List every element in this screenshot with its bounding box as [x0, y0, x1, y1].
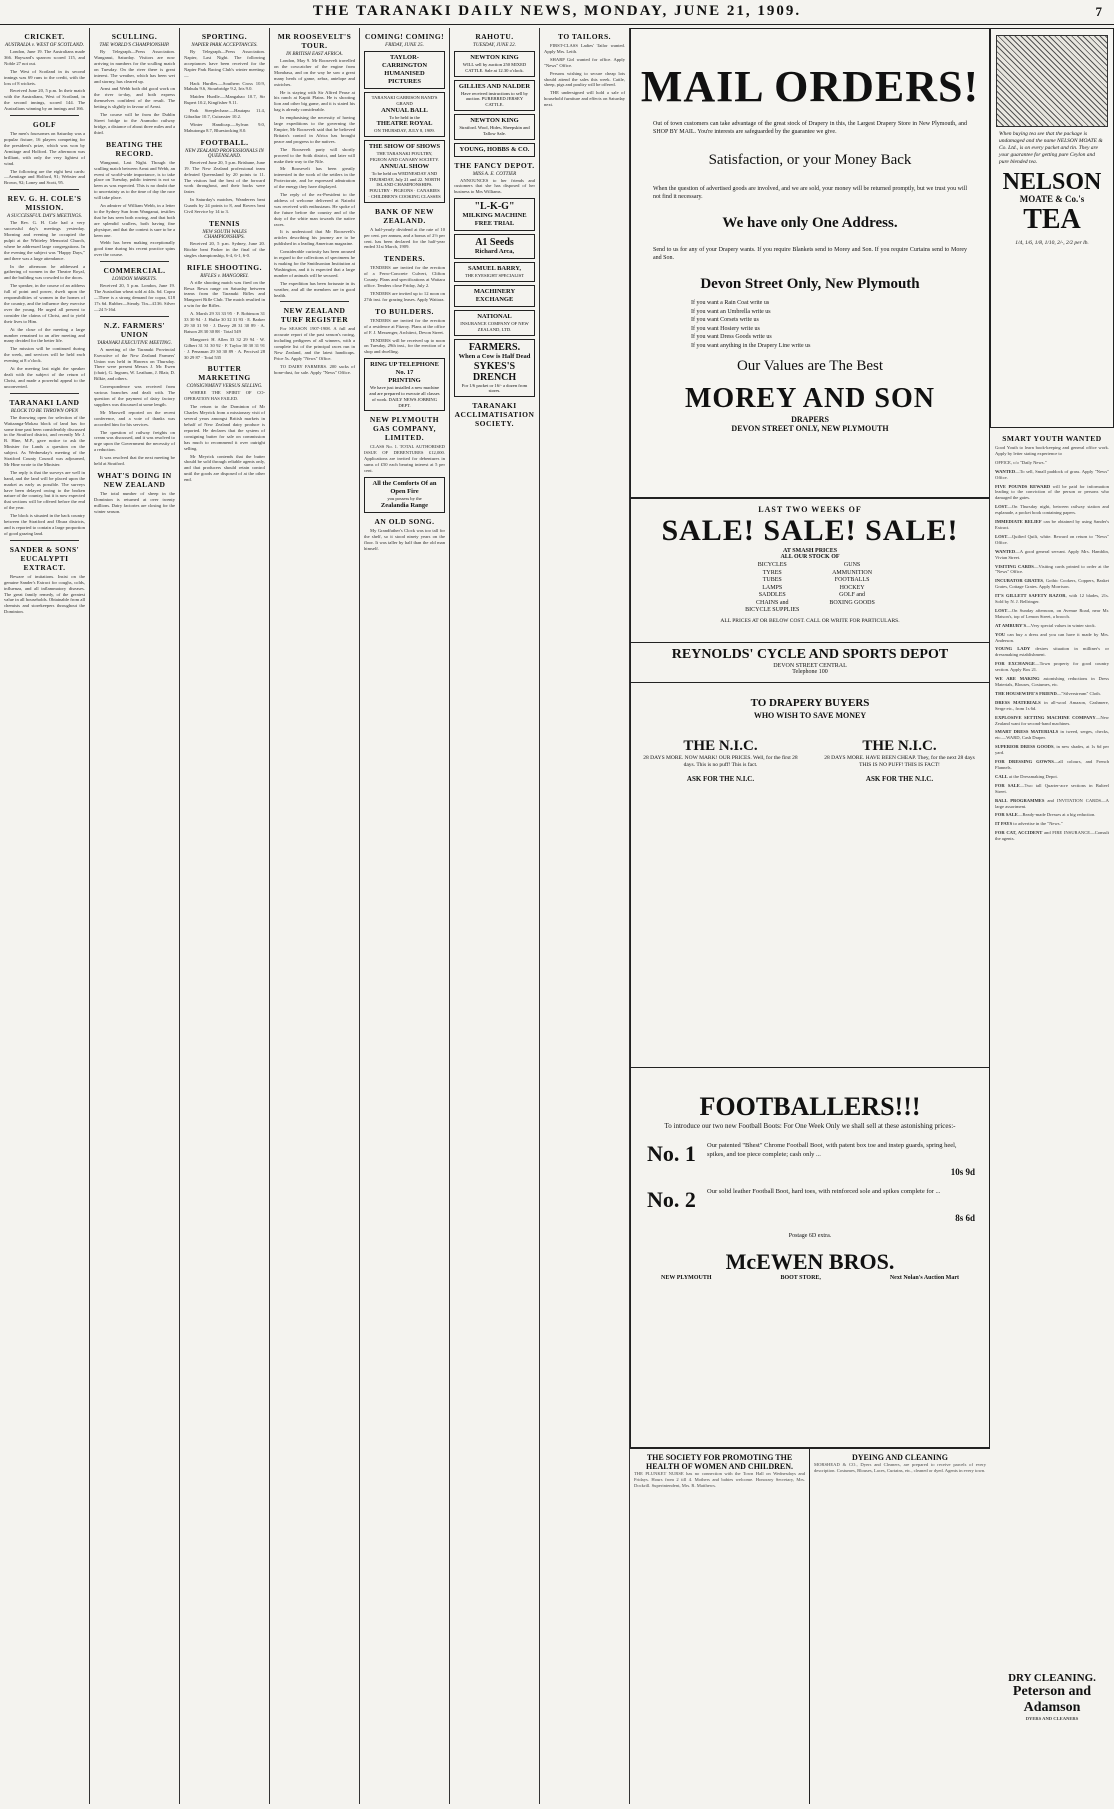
morey-and-son: MOREY AND SON	[685, 383, 935, 414]
show-title: THE SHOW OF SHOWS	[368, 143, 441, 151]
butter-heading: BUTTER MARKETING	[198, 364, 251, 383]
mmm-heading: WHAT'S DOING IN NEW ZEALAND	[97, 470, 172, 489]
bank-heading: BANK OF NEW ZEALAND.	[375, 206, 434, 225]
gillies-title: GILLIES AND NALDER	[458, 82, 531, 90]
postage: Postage 6D extra.	[788, 1233, 832, 1239]
column-3	[180, 28, 270, 1804]
newton-king-ad: NEWTON KING WILL sell by auction 250 MIXED CATTLE. Sale at 12.30 o'clock.	[454, 51, 535, 77]
scull-subheading: THE WORLD'S CHAMPIONSHIP.	[99, 43, 170, 48]
sale-line1: LAST TWO WEEKS OF	[758, 505, 862, 514]
ring-ad: RING UP TELEPHONE No. 17 PRINTING We have just installed a new machine and are prepared to execute all classes of work. DAILY NEWS JOBBING DEPT.	[364, 358, 445, 411]
mail-orders-intro: Out of town customers can take advantage of the great stock of Drapery in this, the Largest Drapery Store in New Plymouth, and SHOP BY MAIL. You're interests are safeguarded by the guarantee we give.	[653, 121, 967, 135]
ring-title: RING UP TELEPHONE No. 17	[370, 361, 439, 377]
machinery-title: MACHINERY EXCHANGE	[473, 288, 516, 304]
nelson-prices: 1/4, 1/6, 1/8, 1/10, 2/-, 2/2 per lb.	[1015, 240, 1089, 246]
gas-body: CLASS No. 1. TOTAL AUTHORISED ISSUE OF DEBENTURES £12,000. Applications are invited for debentures in sums of £50 each bearing interest at 5 per cent.	[364, 444, 445, 474]
dyeing-title: DYEING AND CLEANING	[851, 1453, 948, 1462]
theatre-title: THEATRE ROYAL	[376, 120, 433, 128]
classified-list: Good Youth to learn book-keeping and general office work. Apply by letter stating experience to OFFICE, c/o "Daily News." WANTED—To sell, Small paddock of grass. Apply "News" Office. FIVE POUNDS REWARD will be paid for information leading to the conviction of the person or persons who damaged the gates. LOST—On Thursday night, between railway station and esplanade, a pocket book containing papers. IMMEDIATE RELIEF can be obtained by using Sander's Extract. LOST—Quilted Quilt, white. Reward on return to "News" Office. WANTED—A good general servant. Apply Mrs. Hamblin, Vivian Street. VISITING CARDS—Visiting cards printed to order at the "News" Office. INCUBATOR GRATES, Gothic Cookers, Coppers, Basket Grates, Cottage Grates. Apply Morrison. IT'S GILLETT SAFETY RAZOR, with 12 blades, 21s. Sold by N. J. Bellringer. LOST—On Sunday afternoon, on Avenue Road, near Mr. Matson's, top of Lemon Street, a brooch. AT AMBURY'S—Very special values in winter stock. YOU can buy a dress and you can have it made by Mrs. Anderson. YOUNG LADY desires situation in milliner's or dressmaking establishment. FOR EXCHANGE—Town property for good country section. Apply Box 21. WE ARE MAKING astonishing reductions in Dress Materials, Blouses, Costumes, etc. THE HOUSEWIFE'S FRIEND—"Silverstream" Cloth. DRESS MATERIALS in all-wool Amazon, Cashmere, Serge etc., from 1s 6d. EXPLOSIVE SETTING MACHINE COMPANY—New Zealand want for second-hand machines. SMART DRESS MATERIALS in tweed, serges, checks, etc.—WARD, Cash Draper. SUPERIOR DRESS GOODS, in new shades, at 1s 6d per yard. FOR DRESSING GOWNS—all colours, and French Flannels. CALL at the Dressmaking Depot. FOR SALE—Two tall Quarter-acre sections in Bulteel Street. BALL PROGRAMMES and INVITATION CARDS—A large assortment. FOR SALE—Ready-made Dresses at a big reduction. IT PAYS to advertise in the "News." FOR CAT, ACCIDENT and FIRE INSURANCE—Consult the agents.	[995, 445, 1110, 842]
dry-cleaning-ad	[990, 1668, 1114, 1804]
sale-ad	[630, 498, 990, 643]
builders-heading: TO BUILDERS.	[375, 306, 434, 316]
carrington-ad	[364, 51, 445, 89]
column-right	[630, 28, 1114, 1804]
sporting-subheading: NAPIER PARK ACCEPTANCES.	[191, 43, 258, 48]
nelson-tea-ad	[990, 28, 1114, 428]
reynolds-name: REYNOLDS' CYCLE AND SPORTS DEPOT	[671, 647, 949, 662]
footballers-heading: FOOTBALLERS!!!	[699, 1092, 921, 1121]
nic-left-body: 28 DAYS MORE. NOW MARK! OUR PRICES. Well, for the first 28 days. This is no puff! This is fact.	[643, 755, 798, 768]
nic-ad	[630, 683, 990, 1068]
nic-left-name: THE N.I.C.	[683, 738, 758, 754]
old-song-body: My Grandfather's Clock was too tall for the shelf, so it stood ninety years on the floor. It was taller by half than the old man himself.	[364, 527, 445, 551]
carrington-title: TAYLOR-CARRINGTON HUMANISED PICTURES	[381, 54, 428, 85]
newton-king-2-title: NEWTON KING	[470, 116, 519, 124]
sale-item: AMMUNITION	[832, 569, 873, 576]
national-title: NATIONAL	[477, 313, 512, 321]
column-4	[270, 28, 360, 1804]
page-number: 7	[1095, 4, 1102, 19]
tea-lady-illustration	[996, 35, 1108, 127]
sporting-heading: SPORTING.	[201, 32, 248, 41]
farmers-heading: N.Z. FARMERS' UNION	[103, 320, 166, 339]
rifle-heading: RIFLE SHOOTING.	[186, 262, 262, 272]
mcewen-next: Next Nolan's Auction Mart	[889, 1275, 959, 1281]
eucalypti-body: Beware of imitations. Insist on the genuine Sander's Extract for coughs, colds, influenza, and all inflammatory diseases. The great family remedy, of the greatest value in all households. Obtainable from all chemists and storekeepers throughout the Dominion.	[4, 573, 85, 615]
ball-ad: TARANAKI GARRISON BAND'S GRAND ANNUAL BALL To be held in the THEATRE ROYAL ON THURSDAY, JULY 8, 1909.	[364, 92, 445, 137]
tailors-body: FIRST-CLASS Ladies' Tailor wanted. Apply Mrs. Leith. SHARP Girl wanted for office. Apply "News" Office. Persons wishing to secure cheap lots should attend the sales this week. Cattle, sheep, pigs and poultry will be offered. THE undersigned will hold a sale of household furniture and effects on Saturday next.	[544, 43, 625, 108]
sale-item: GUNS	[843, 562, 861, 568]
old-song-heading: AN OLD SONG.	[374, 516, 435, 526]
comforts-title: All the Comforts Of an Open Fire	[372, 479, 437, 495]
column-6	[450, 28, 540, 1804]
drapers: DRAPERS	[791, 415, 829, 424]
mcewen-town: NEW PLYMOUTH	[661, 1275, 712, 1281]
sale-item: FOOTBALLS	[834, 577, 870, 583]
turf-register-body: For SEASON 1907-1908. A full and accurate report of the past season's racing, including pedigrees of all winners, with a complete list of the principal races run in New Zealand, and the latest handicaps. Price 5s. Apply "News" Office. TO DAIRY FARMERS. 200 sacks of bone-dust, for sale. Apply "News" Office.	[274, 326, 355, 375]
sale-item: BICYCLE SUPPLIES	[745, 607, 800, 613]
sykes-price: For 1/6 packet or 16/- a dozen from stores.	[461, 382, 528, 394]
nelson-intro: When buying tea see that the package is undamaged and the name NELSON MOATE & Co. Ltd., is on every packet and tin. They are your guarantee for getting pure Ceylon and pure blended tea.	[999, 131, 1103, 165]
roosevelt-body: London, May 9. Mr Roosevelt travelled on the cowcatcher of the engine from Mombasa, and on the way he saw a great many herds of game, zebra, antelope and ostriches. He is staying with Sir Alfred Pease at his ranch at Kapiti Plains. He is shooting lion and other big game, and it is stated his bag is already considerable. In emphasising the necessity of having large expeditions to the governing the Empire, Mr Roosevelt said that he believed Britain's control in Africa has brought peace and progress to the natives. The Roosevelt party will shortly proceed to the Sotik district, and later will make their way to the Nile. Mr Roosevelt has been greatly interested in the work of the settlers in the Protectorate, and he expressed admiration of the energy they have displayed. The reply of the ex-President to the address of welcome delivered at Nairobi was received with enthusiasm. He spoke of the future before the country and of the duty of the white man towards the native races. It is understood that Mr Roosevelt's articles describing his journey are to be published in a leading American magazine. Considerable curiosity has been aroused in regard to the collections of specimens he is making for the Smithsonian Institution at Washington, and it is expected that a large number of animals will be secured. The expedition has been fortunate in its weather, and all the members are in good health.	[274, 58, 355, 298]
young-title: YOUNG, HOBBS & CO.	[459, 145, 530, 153]
column-7	[540, 28, 630, 1804]
cricket-body: London, June 19. The Australians made 366. Hayward's sparrow scored 115, and Noble 27 not out. The West of Scotland in its second innings was 69 runs to the credit, with the loss of 8 wickets. Received June 20, 5 p.m. In their match with the Australians, West of Scotland, in the second innings, scored 144. The Australians winning by an innings and 166.	[4, 49, 85, 112]
mail-list-item: If you want Corsets write us	[691, 317, 759, 323]
acclimatisation-heading: TARANAKI ACCLIMATISATION SOCIETY.	[454, 401, 535, 429]
sale-right-list	[829, 562, 875, 615]
sale-item: GOLF and	[839, 592, 865, 598]
golf-body: The men's foursomes on Saturday was a popular fixture, 16 players competing for the president's prize, which was won by Armitage and Holford. The afternoon was brilliant, with only the very lightest of wind. The following are the eight best cards:—Armitage and Holford, 91; Webster and Brown, 92; Loney and Scott, 95.	[4, 131, 85, 186]
show-subtitle: THE TARANAKI POULTRY, PIGEON AND CANARY SOCIETY.	[370, 151, 439, 162]
dyeing-ad: DYEING AND CLEANING MORSHEAD & CO., Dyers and Cleaners, are prepared to receive parcels of every description. Costumes, Blouses, Laces, Curtains, etc., cleaned or dyed. Agents in every town.	[814, 1453, 986, 1473]
butter-body: WHERE THE SPIRIT OF CO-OPERATION HAS FAILED. The return to the Dominion of Mr Charles Meyrick from a missionary visit of several years amongst British markets in behalf of New Zealand dairy produce is reported. He declares that the system of consigning butter for sale on commission has much to recommend it over outright selling. Mr Meyrick contends that the butter should be sold through reliable agents only, and that producers should retain control until the goods are disposed of at the other end.	[184, 390, 265, 483]
roosevelt-subheading: IN BRITISH EAST AFRICA.	[286, 52, 343, 57]
nic-sub: WHO WISH TO SAVE MONEY	[753, 711, 867, 720]
sale-item: TYRES	[762, 569, 782, 576]
mmm-body: The total number of sheep in the Dominion is returned at over twenty millions. Dairy factories are closing for the winter season.	[94, 490, 175, 514]
boot-store: BOOT STORE,	[780, 1275, 821, 1281]
farmers-subheading: TARANAKI EXECUTIVE MEETING.	[96, 340, 173, 346]
lkg-title: "L-K-G"	[474, 201, 515, 213]
best-values: Our Values are The Best	[736, 358, 884, 374]
column-5	[360, 28, 450, 1804]
mail-orders-ad: MAIL ORDERS! Out of town customers can take advantage of the great stock of Drapery in this, the Largest Drapery Store in New Plymouth, and SHOP BY MAIL. You're interests are safeguarded by the guarantee we give. Satisfaction, or your Money Back When the question of advertised goods are involved, and we are sold, your money will be returned promptly, but we trust you will not find it necessary. We have only One Address. Send to us for any of your Drapery wants. If you require Blankets send to Morey and Son. If you require Curtains send to Morey and Son. Devon Street Only, New Plymouth If you want a Rain Coat write us If you want an Umbrella write us If you want Corsets write us If you want Hosiery write us If you want Dress Goods write us If you want anything in the Drapery Line write us Our Values are The Best MOREY AND SON DRAPERS DEVON STREET ONLY, NEW PLYMOUTH	[630, 28, 990, 498]
boot-no1-price: 10s 9d	[950, 1167, 975, 1177]
tenders-body: TENDERS are invited for the erection of a Ferro-Concrete Culvert, Clifton County. Plans and specifications at Waitara office. Tenders close Friday, July 2. TENDERS are invited up to 12 noon on 27th inst. for grazing leases. Apply Waitara.	[364, 265, 445, 302]
sale-item: BICYCLES	[757, 562, 787, 568]
commercial-heading: COMMERCIAL.	[103, 266, 166, 276]
farmers-body: A meeting of the Taranaki Provincial Executive of the New Zealand Farmers' Union was held in Hawera on Thursday. There were present Messrs J. Mc Ewen (chair), G. Ingram, W. Leatham, J. Blair, D. Bilkie, and others. Correspondence was received from various branches and dealt with. The question of the payment of dairy factory suppliers was discussed at some length. Mr Maxwell reported on the recent conference, and a vote of thanks was accorded him for his services. The question of railway freights on cream was discussed, and it was resolved to urge upon the Government the necessity of a reduction. It was resolved that the next meeting be held at Stratford.	[94, 346, 175, 467]
lkg-ad	[454, 198, 535, 231]
cow-line: When a Cow is Half Dead	[458, 352, 531, 360]
boot-no2-desc: Our solid leather Football Boot, hard toes, with reinforced sole and spikes complete for ...	[707, 1188, 941, 1195]
show-ad: THE SHOW OF SHOWS THE TARANAKI POULTRY, PIGEON AND CANARY SOCIETY. ANNUAL SHOW To be held on WEDNESDAY AND THURSDAY, July 21 and 22. NORTH ISLAND CHAMPIONSHIPS. POULTRY · PIGEONS · CANARIES · CHILDREN'S COOKING CLASSES	[364, 140, 445, 203]
farmers-ad	[454, 339, 535, 398]
mail-list-item: If you want Dress Goods write us	[691, 334, 772, 340]
tennis-heading: TENNIS	[209, 218, 240, 228]
annual-show-title: ANNUAL SHOW	[379, 162, 430, 170]
sale-item: SADDLES	[758, 592, 786, 598]
reynolds-phone: Telephone 100	[792, 669, 828, 675]
dry-cleaning-name: Peterson and Adamson	[1012, 1684, 1092, 1715]
mission-body: The Rev. G. H. Cole had a very successful day's meetings yesterday. Morning and evening he occupied the pulpit at the Whiteley Memorial Church, where he addressed large congregations. In the evening the subject was "Happy Days," and there was a large attendance. In the afternoon he addressed a gathering of women in the Theatre Royal, and the building was crowded to the doors. The speaker, in the course of an address full of point and power, dwelt upon the responsibilities of women in the homes of the country, and the influence they exercise over the young. He urged all present to consider the claims of Christ, and to yield their lives to Him. At the close of the meeting a large number remained to an after meeting and many decided for the better life. The mission will be continued during the week, and services will be held each evening at 8 o'clock. At the meeting last night the speaker dealt with the subject of the return of Christ, and made a powerful appeal to the unconverted.	[4, 220, 85, 389]
commercial-subheading: LONDON MARKETS.	[112, 277, 157, 283]
beating-heading: BEATING THE RECORD.	[105, 139, 164, 158]
bank-body: A half-yearly dividend at the rate of 10 per cent. per annum, and a bonus of 2½ per cent. has been declared for the half-year ended 31st March, 1909.	[364, 226, 445, 250]
smart-youth-heading: SMART YOUTH WANTED	[1002, 434, 1102, 443]
tennis-body: Received 20, 5 p.m. Sydney, June 20. Ritchie beat Parker in the final of the singles championship, 6-4, 6-1, 6-0.	[184, 240, 265, 258]
fancy-body: ANNOUNCES to her friends and customers that she has disposed of her business to Mrs Williams.	[454, 177, 535, 195]
footballers-intro: To introduce our two new Football Boots: For One Week Only we shall sell at these astonishing prices:-	[664, 1122, 956, 1130]
sale-item: CHAINS and	[755, 599, 789, 606]
tenders-heading: TENDERS.	[383, 254, 426, 264]
scull-body: By Telegraph—Press Association. Wanganui, Saturday. Visitors are now arriving in numbers for the sculling match on Tuesday. On the river there is great interest. The weather, which has been wet and stormy, has cleared up. Arnst and Webb both did good work on the river to-day, and both express themselves confident of the result. The betting is slightly in favour of Arnst. The course will be from the Dublin Street bridge to the Aramoho railway bridge, a distance of about three miles and a third.	[94, 49, 175, 135]
mail-list-item: If you want anything in the Drapery Line write us	[691, 342, 811, 349]
lkg-subtitle: MILKING MACHINE	[462, 212, 527, 220]
gas-heading: NEW PLYMOUTH GAS COMPANY, LIMITED.	[369, 415, 440, 443]
sporting-body: By Telegraph—Press Association. Napier, Last Night. The following acceptances have been received for the Napier Park Racing Club's winter meeting:— Hack Hurdles.—Southern Cross 10.9, Mahulu 9.6, Stourbridge 9.2, Iris 9.0. Maiden Hurdle.—Mangahao 10.7, Sir Rupert 10.2, Kingfisher 9.11. Park Steeplechase.—Hautapu 11.4, Gibraltar 10.7, Cuirassier 10.2. Winter Handicap.—Sylvan 9.0, Mahutonga 8.7, Bluestocking 8.0.	[184, 49, 265, 133]
butter-subheading: CONSIGNMENT VERSUS SELLING.	[186, 384, 263, 390]
sale-item: LAMPS	[762, 584, 783, 591]
mission-heading: REV. G. H. COLE'S MISSION.	[7, 194, 82, 213]
gillies-ad: GILLIES AND NALDER Have received instructions to sell by auction. PUREBRED JERSEY CATTLE.	[454, 80, 535, 111]
dry-cleaning-sub: DYERS AND CLEANERS	[1025, 1716, 1079, 1721]
dry-cleaning-heading: DRY CLEANING.	[1008, 1672, 1096, 1684]
tailors-heading: TO TAILORS.	[557, 32, 612, 41]
ball-title: ANNUAL BALL	[381, 106, 428, 114]
nic-right-body: 28 DAYS MORE. HAVE BEEN CHEAP. They, for the next 28 days THIS IS NO PUFF! THIS IS FACT!	[824, 755, 975, 768]
classifieds	[990, 428, 1114, 1804]
society-title: THE SOCIETY FOR PROMOTING THE HEALTH OF WOMEN AND CHILDREN.	[645, 1453, 794, 1471]
boot-no1-desc: Our patented "Bhest" Chrome Football Boot, with patent box toe and instep guards, spring heel, spikes, and toe piece complete; cash only ...	[707, 1142, 957, 1158]
sale-headline: SALE! SALE! SALE!	[661, 514, 959, 547]
commercial-body: Received 20, 5 p.m. London, June 19. The Australian wheat sold at 44s. 6d. Copra—There is a strong demand for copra, £18 17s 6d. Rubber—Steady. Tin—£136. Silver—24 5-16d.	[94, 283, 175, 312]
seeds-title: A1 Seeds	[475, 237, 514, 249]
one-address: We have only One Address.	[722, 215, 898, 231]
rifle-subheading: RIFLES v. MANGOREI.	[200, 273, 249, 279]
rahotu-date: TUESDAY, JUNE 22.	[473, 43, 516, 48]
beating-body: Wanganui, Last Night. Though the sculling match between Arnst and Webb, an event of world-wide importance, is to take place on Tuesday, public interest is not so keen as was expected. This is no doubt due to uncertainty as to the time of day the race will take place. An admirer of William Webb, in a letter to the Sydney Sun from Wanganui, testifies that he has seen both rowing, and that both are splendid scullers, both having fine physique, and that the contest is sure to be a keen one. Webb has been making exceptionally good time during his recent practice spins over the course.	[94, 159, 175, 258]
rahotu-heading: RAHOTU.	[475, 32, 514, 41]
sale-left-list	[745, 562, 799, 615]
mail-list-item: If you want Hosiery write us	[691, 325, 760, 332]
reynolds-ad	[630, 643, 990, 683]
coming-heading: COMING! COMING!	[364, 32, 445, 41]
barry-ad: SAMUEL BARRY, THE EYESIGHT SPECIALIST	[454, 262, 535, 282]
boot-no2: No. 2	[647, 1187, 696, 1212]
barry-title: SAMUEL BARRY,	[468, 265, 521, 273]
taranaki-land-body: The throwing open for selection of the Waitaanga-Mokau block of land has for some time past been considerably discussed in the Stratford district, and recently Mr J. B. Hine, M.P., gave notice to ask the Minister for Lands a question on the subject. As Wednesday's meeting of the Stratford County Council was adjourned, Mr Hine wrote to the Minister. The reply is that the surveys are well in hand, and the land will be placed upon the market as early as possible. The surveys have been delayed owing to the broken nature of the country, but it is now expected that sections will be offered before the end of the year. The block is situated in the back country between the Stratford and Ohura districts, and is reported to contain a large proportion of good grazing land.	[4, 414, 85, 536]
zealandia-title: Zealandia Range	[380, 501, 429, 509]
free-trial: FREE TRIAL	[474, 220, 515, 228]
mission-subheading: A SUCCESSFUL DAY'S MEETINGS.	[6, 214, 83, 220]
printing-title: PRINTING	[388, 377, 421, 385]
roosevelt-heading: MR ROOSEVELT'S TOUR.	[277, 32, 352, 50]
insurance-sub: INSURANCE COMPANY OF NEW ZEALAND, LTD.	[460, 321, 529, 332]
sale-foot: ALL PRICES AT OR BELOW COST. CALL OR WRITE FOR PARTICULARS.	[720, 617, 900, 624]
boot-no1: No. 1	[647, 1141, 696, 1166]
satisfaction-line: Satisfaction, or your Money Back	[708, 152, 912, 168]
sykes-title: SYKES'S DRENCH	[472, 360, 517, 383]
column-2	[90, 28, 180, 1804]
sale-item: TUBES	[762, 577, 782, 583]
seeds-ad	[454, 234, 535, 259]
national-ad	[454, 310, 535, 336]
taranaki-land-heading: TARANAKI LAND	[9, 397, 80, 407]
football-body: Received June 20, 5 p.m. Brisbane, June 19. The New Zealand professional team defeated Queensland by 20 points to 11. The visitors had the best of the forward work throughout, and their backs were faster. In Saturday's matches, Wanderers beat Guards by 24 points to 8, and Rovers beat Civil Service by 14 to 3.	[184, 159, 265, 215]
builders-body: TENDERS are invited for the erection of a residence at Fitzroy. Plans at the office of F. J. Messenger, Architect, Devon Street. TENDERS will be received up to noon on Tuesday, 29th inst., for the erection of a shop and dwelling.	[364, 317, 445, 355]
cricket-subheading: AUSTRALIA v. WEST OF SCOTLAND.	[5, 43, 84, 48]
rifle-body: A rifle shooting match was fired on the Rewa Rewa range on Saturday between teams from the Taranaki Rifles and Mangorei Rifle Club. The match resulted in a win for the Rifles. A. Marsh 29 33 33 95 · F. Robinson 31 33 30 94 · J. Hulke 30 32 31 93 · E. Barker 29 30 31 90 · J. Davey 28 31 30 89 · A. Batson 28 30 30 88 · Total 549 Mangorei: H. Allen 33 32 29 94 · W. Gilbert 31 31 30 92 · F. Taylor 30 30 31 91 · J. Penaman 29 30 30 89 · A. Percival 28 30 29 87 · Total 535	[184, 279, 265, 360]
society-ad: THE SOCIETY FOR PROMOTING THE HEALTH OF WOMEN AND CHILDREN. THE PLUNKET NURSE has no connection with the Town Hall on Wednesdays and Fridays. Hours from 2 till 4. Mothers and babies welcome. Honorary Secretary, Mrs. Dockrill. Superintendent, Mrs. R. Matthews.	[630, 1449, 810, 1804]
farmers-title: FARMERS.	[468, 341, 521, 353]
comforts-ad: All the Comforts Of an Open Fire you possess by the Zealandia Range	[364, 477, 445, 513]
morey-address: DEVON STREET ONLY, NEW PLYMOUTH	[731, 424, 889, 433]
golf-heading: GOLF	[32, 120, 57, 130]
newton-king-title: NEWTON KING	[470, 54, 519, 61]
bottom-ads	[630, 1448, 990, 1804]
football-heading: FOOTBALL.	[200, 137, 249, 147]
mail-orders-heading: MAIL ORDERS!	[640, 62, 980, 111]
reynolds-street: DEVON STREET CENTRAL	[773, 663, 847, 669]
column-1	[0, 28, 90, 1804]
newton-king-2-ad: NEWTON KING Stratford. Wool, Hides, Sheepskin and Tallow Sale.	[454, 114, 535, 140]
machinery-ad	[454, 285, 535, 307]
sale-stock: ALL OUR STOCK OF	[780, 554, 840, 560]
taranaki-land-subheading: BLOCK TO BE THROWN OPEN	[10, 408, 79, 414]
tennis-subheading: NEW SOUTH WALES CHAMPIONSHIPS.	[202, 229, 247, 240]
scull-heading: SCULLING.	[111, 32, 158, 41]
devon-street: Devon Street Only, New Plymouth	[700, 276, 920, 292]
mail-list-item: If you want an Umbrella write us	[691, 308, 771, 315]
nic-heading: TO DRAPERY BUYERS	[750, 697, 870, 709]
mail-list	[631, 299, 989, 350]
football-subheading: NEW ZEALAND PROFESSIONALS IN QUEENSLAND.	[185, 148, 264, 159]
eucalypti-heading: SANDER & SONS' EUCALYPTI EXTRACT.	[9, 544, 80, 572]
masthead-title: THE TARANAKI DAILY NEWS, MONDAY, JUNE 21, 1909.	[312, 3, 802, 19]
nelson-brand-sub: MOATE & Co.'s	[1019, 194, 1085, 204]
cottier: MISS A. E. COTTIER	[472, 171, 517, 177]
nic-ask-right: ASK FOR THE N.I.C.	[865, 775, 934, 783]
nelson-tea: TEA	[1023, 204, 1081, 235]
mail-list-item: If you want a Rain Coat write us	[691, 300, 770, 306]
boot-no2-price: 8s 6d	[955, 1213, 975, 1223]
footballers-ad	[630, 1068, 990, 1448]
nic-right	[810, 726, 989, 769]
fancy-heading: THE FANCY DEPOT.	[454, 160, 535, 170]
nic-ask-left: ASK FOR THE N.I.C.	[686, 775, 755, 783]
young-ad	[454, 143, 535, 157]
sale-item: BOXING GOODS	[829, 599, 875, 606]
mcewen-bros: McEWEN BROS.	[725, 1249, 895, 1274]
nelson-brand: NELSON	[1002, 169, 1102, 195]
cricket-heading: CRICKET.	[24, 32, 65, 41]
sale-at: AT SMASH PRICES	[782, 548, 838, 554]
nic-left	[631, 726, 810, 769]
nic-right-name: THE N.I.C.	[862, 738, 937, 754]
turf-register-heading: NEW ZEALAND TURF REGISTER	[280, 306, 349, 325]
office-address: OFFICE, c/o "Daily News."	[995, 459, 1047, 465]
masthead	[0, 0, 1114, 25]
richard-arca: Richard Arca,	[474, 248, 515, 256]
coming-date: FRIDAY, JUNE 25.	[385, 43, 424, 48]
sale-item: HOCKEY	[839, 584, 865, 591]
